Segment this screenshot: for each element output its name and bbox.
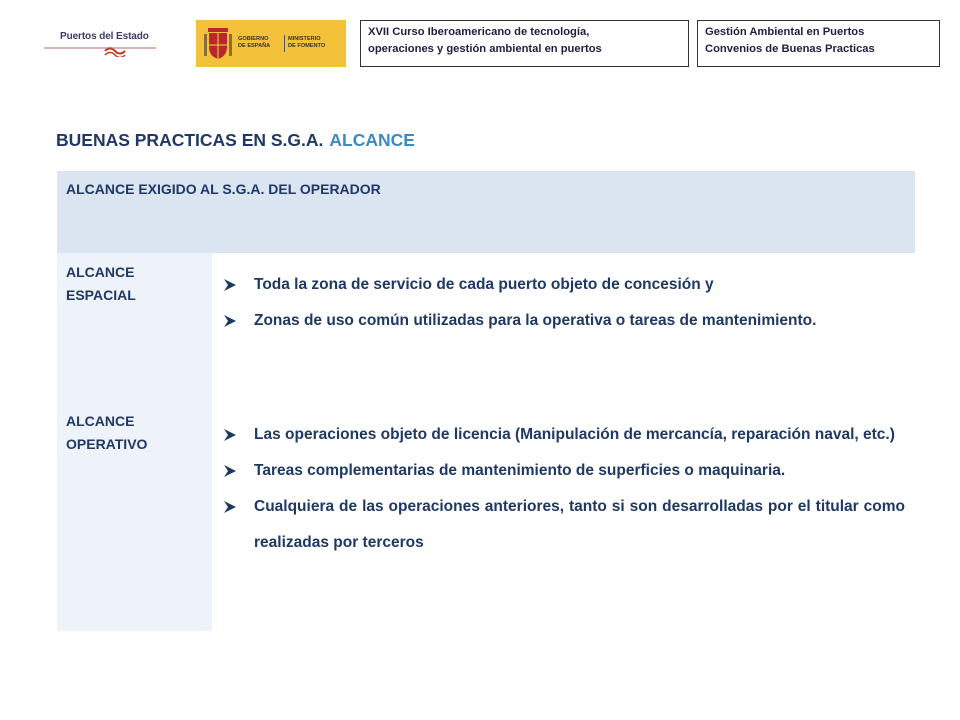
row-label-line1: ALCANCE <box>66 264 135 280</box>
bullet-text: Las operaciones objeto de licencia (Manipulación de mercancía, reparación naval, etc.) <box>254 426 895 443</box>
table-header-text: ALCANCE EXIGIDO AL S.G.A. DEL OPERADOR <box>66 181 381 197</box>
list-item <box>222 267 905 303</box>
title-accent: ALCANCE <box>329 130 415 150</box>
bullet-text: Toda la zona de servicio de cada puerto objeto de concesión y <box>254 276 714 293</box>
logo-underline <box>44 47 156 49</box>
bullet-list-operativo <box>222 417 905 561</box>
puertos-del-estado-logo <box>40 22 162 64</box>
title-main: BUENAS PRACTICAS EN S.G.A. <box>56 130 324 150</box>
course-line1: XVII Curso Iberoamericano de tecnología, <box>368 26 590 38</box>
gobierno-line2: DE ESPAÑA <box>238 43 271 49</box>
logo-separator <box>284 35 285 52</box>
list-item <box>222 453 905 489</box>
table-header <box>57 171 915 253</box>
row-label-line2: OPERATIVO <box>66 436 148 452</box>
course-title-box <box>360 20 689 67</box>
bullet-list-espacial <box>222 267 905 339</box>
bullet-text: Zonas de uso común utilizadas para la operativa o tareas de mantenimiento. <box>254 312 817 329</box>
gobierno-text <box>238 36 270 50</box>
arrow-bullet-icon <box>223 314 237 328</box>
topic-line1: Gestión Ambiental en Puertos <box>705 26 865 38</box>
row-label-line2: ESPACIAL <box>66 287 136 303</box>
arrow-bullet-icon <box>223 500 237 514</box>
bullet-text: Tareas complementarias de mantenimiento de superficies o maquinaria. <box>254 462 786 479</box>
ministerio-text <box>288 36 325 50</box>
ministerio-line1: MINISTERIO <box>288 36 321 42</box>
topic-box <box>697 20 940 67</box>
course-line2: operaciones y gestión ambiental en puertos <box>368 43 602 55</box>
arrow-bullet-icon <box>223 278 237 292</box>
list-item <box>222 417 905 453</box>
puertos-logo-text: Puertos del Estado <box>60 31 149 42</box>
gobierno-ministerio-logo <box>196 20 346 67</box>
row-label-line1: ALCANCE <box>66 413 135 429</box>
slide-title <box>56 130 415 151</box>
arrow-bullet-icon <box>223 428 237 442</box>
row-label-espacial <box>66 261 136 307</box>
row-label-operativo <box>66 410 147 456</box>
list-item <box>222 303 905 339</box>
bullet-text: Cualquiera de las operaciones anteriores, tanto si son desarrolladas por el titular como realizadas por terceros <box>254 498 905 551</box>
topic-line2: Convenios de Buenas Practicas <box>705 43 875 55</box>
arrow-bullet-icon <box>223 464 237 478</box>
coat-of-arms-icon <box>204 28 232 60</box>
ministerio-line2: DE FOMENTO <box>288 43 326 49</box>
wave-icon <box>104 45 126 57</box>
gobierno-line1: GOBIERNO <box>238 36 269 42</box>
list-item <box>222 489 905 561</box>
